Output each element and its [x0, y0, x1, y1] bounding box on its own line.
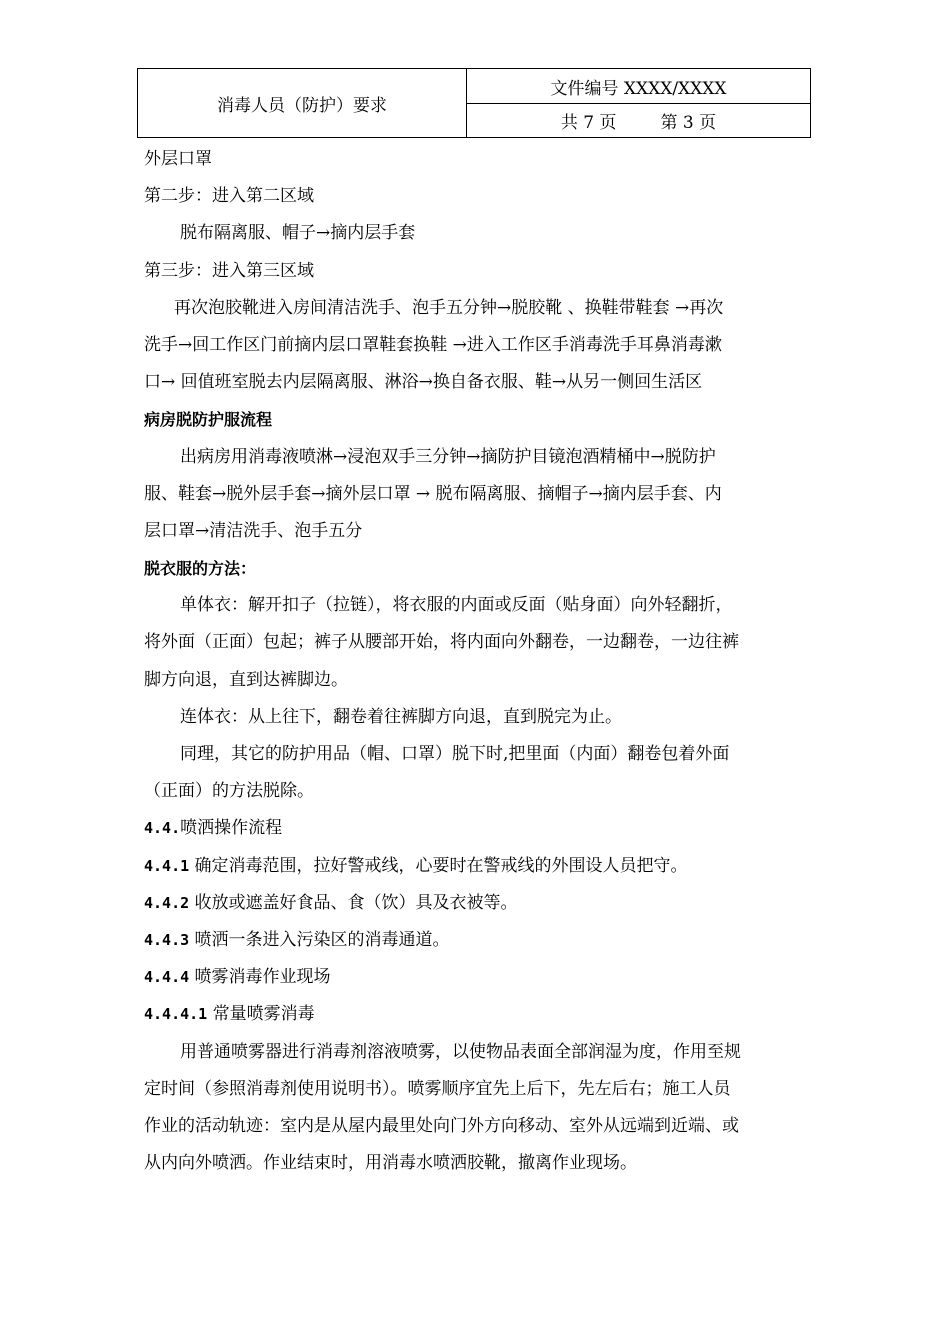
line-text: 脚方向退，直到达裤脚边。	[144, 669, 348, 690]
text-line	[144, 215, 816, 252]
text-line	[144, 327, 816, 364]
text-line	[144, 550, 816, 587]
line-text: 常量喷雾消毒	[207, 1004, 315, 1025]
line-text: 第二步：进入第二区域	[144, 186, 314, 207]
line-text: 将外面（正面）包起；裤子从腰部开始，将内面向外翻卷，一边翻卷，一边往裤	[144, 632, 739, 653]
line-text: 喷洒操作流程	[180, 818, 283, 839]
line-text: 喷洒一条进入污染区的消毒通道。	[189, 929, 450, 950]
line-text: 脱衣服的方法：	[144, 559, 257, 579]
section-number: 4.4.1	[144, 856, 190, 875]
total-pages: 共 7 页	[560, 113, 617, 133]
text-line	[144, 476, 816, 513]
text-line	[144, 401, 816, 438]
line-text: 服、鞋套→脱外层手套→摘外层口罩 → 脱布隔离服、摘帽子→摘内层手套、内	[144, 483, 722, 504]
document-header-table	[137, 68, 811, 138]
section-number: 4.4.3	[144, 930, 190, 949]
text-line	[144, 587, 816, 624]
text-line	[144, 699, 816, 736]
document-title: 消毒人员（防护）要求	[138, 69, 467, 138]
line-text: 同理，其它的防护用品（帽、口罩）脱下时,把里面（内面）翻卷包着外面	[180, 744, 730, 764]
text-line	[144, 290, 816, 327]
text-line	[144, 810, 816, 847]
line-text: 第三步：进入第三区域	[144, 260, 314, 281]
current-page: 第 3 页	[660, 113, 717, 133]
text-line	[144, 253, 816, 290]
line-text: 确定消毒范围，拉好警戒线，心要时在警戒线的外围设人员把守。	[189, 855, 688, 876]
text-line	[144, 922, 816, 959]
section-number: 4.4.4.1	[144, 1005, 208, 1024]
line-text: 再次泡胶靴进入房间清洁洗手、泡手五分钟→脱胶靴 、换鞋带鞋套 →再次	[174, 297, 724, 318]
text-line	[144, 178, 816, 215]
line-text: 外层口罩	[144, 149, 212, 169]
line-text: （正面）的方法脱除。	[144, 781, 314, 802]
line-text: 定时间（参照消毒剂使用说明书）。喷雾顺序宜先上后下，先左后右；施工人员	[144, 1078, 731, 1099]
text-line	[144, 662, 816, 699]
text-line	[144, 959, 816, 996]
line-text: 作业的活动轨迹：室内是从屋内最里处向门外方向移动、室外从远端到近端、或	[144, 1115, 739, 1136]
text-line	[144, 996, 816, 1033]
line-text: 脱布隔离服、帽子→摘内层手套	[180, 223, 416, 244]
text-line	[144, 736, 816, 773]
text-line	[144, 513, 816, 550]
text-line	[144, 885, 816, 922]
line-text: 收放或遮盖好食品、食（饮）具及衣被等。	[189, 892, 518, 913]
text-line	[144, 773, 816, 810]
text-line	[144, 364, 816, 401]
line-text: 病房脱防护服流程	[144, 410, 273, 430]
document-body	[144, 141, 816, 1182]
text-line	[144, 624, 816, 661]
text-line	[144, 439, 816, 476]
section-number: 4.4.2	[144, 893, 190, 912]
line-text: 口→ 回值班室脱去内层隔离服、淋浴→换自备衣服、鞋→从另一侧回生活区	[144, 372, 703, 393]
text-line	[144, 848, 816, 885]
line-text: 出病房用消毒液喷淋→浸泡双手三分钟→摘防护目镜泡酒精桶中→脱防护	[180, 446, 716, 467]
text-line	[144, 1034, 816, 1071]
line-text: 层口罩→清洁洗手、泡手五分	[144, 520, 363, 541]
page-info	[467, 104, 811, 138]
text-line	[144, 141, 816, 178]
section-number: 4.4.	[144, 819, 181, 838]
line-text: 洗手→回工作区门前摘内层口罩鞋套换鞋 →进入工作区手消毒洗手耳鼻消毒漱	[144, 334, 722, 355]
line-text: 从内向外喷洒。作业结束时，用消毒水喷洒胶靴，撤离作业现场。	[144, 1153, 637, 1174]
line-text: 连体衣：从上往下，翻卷着往裤脚方向退，直到脱完为止。	[180, 706, 622, 727]
text-line	[144, 1071, 816, 1108]
line-text: 喷雾消毒作业现场	[189, 967, 331, 988]
line-text: 用普通喷雾器进行消毒剂溶液喷雾，以使物品表面全部润湿为度，作用至规	[180, 1041, 741, 1062]
file-number: 文件编号 XXXX/XXXX	[467, 69, 811, 104]
text-line	[144, 1145, 816, 1182]
text-line	[144, 1108, 816, 1145]
line-text: 单体衣：解开扣子（拉链），将衣服的内面或反面（贴身面）向外轻翻折，	[180, 595, 733, 616]
section-number: 4.4.4	[144, 968, 190, 987]
